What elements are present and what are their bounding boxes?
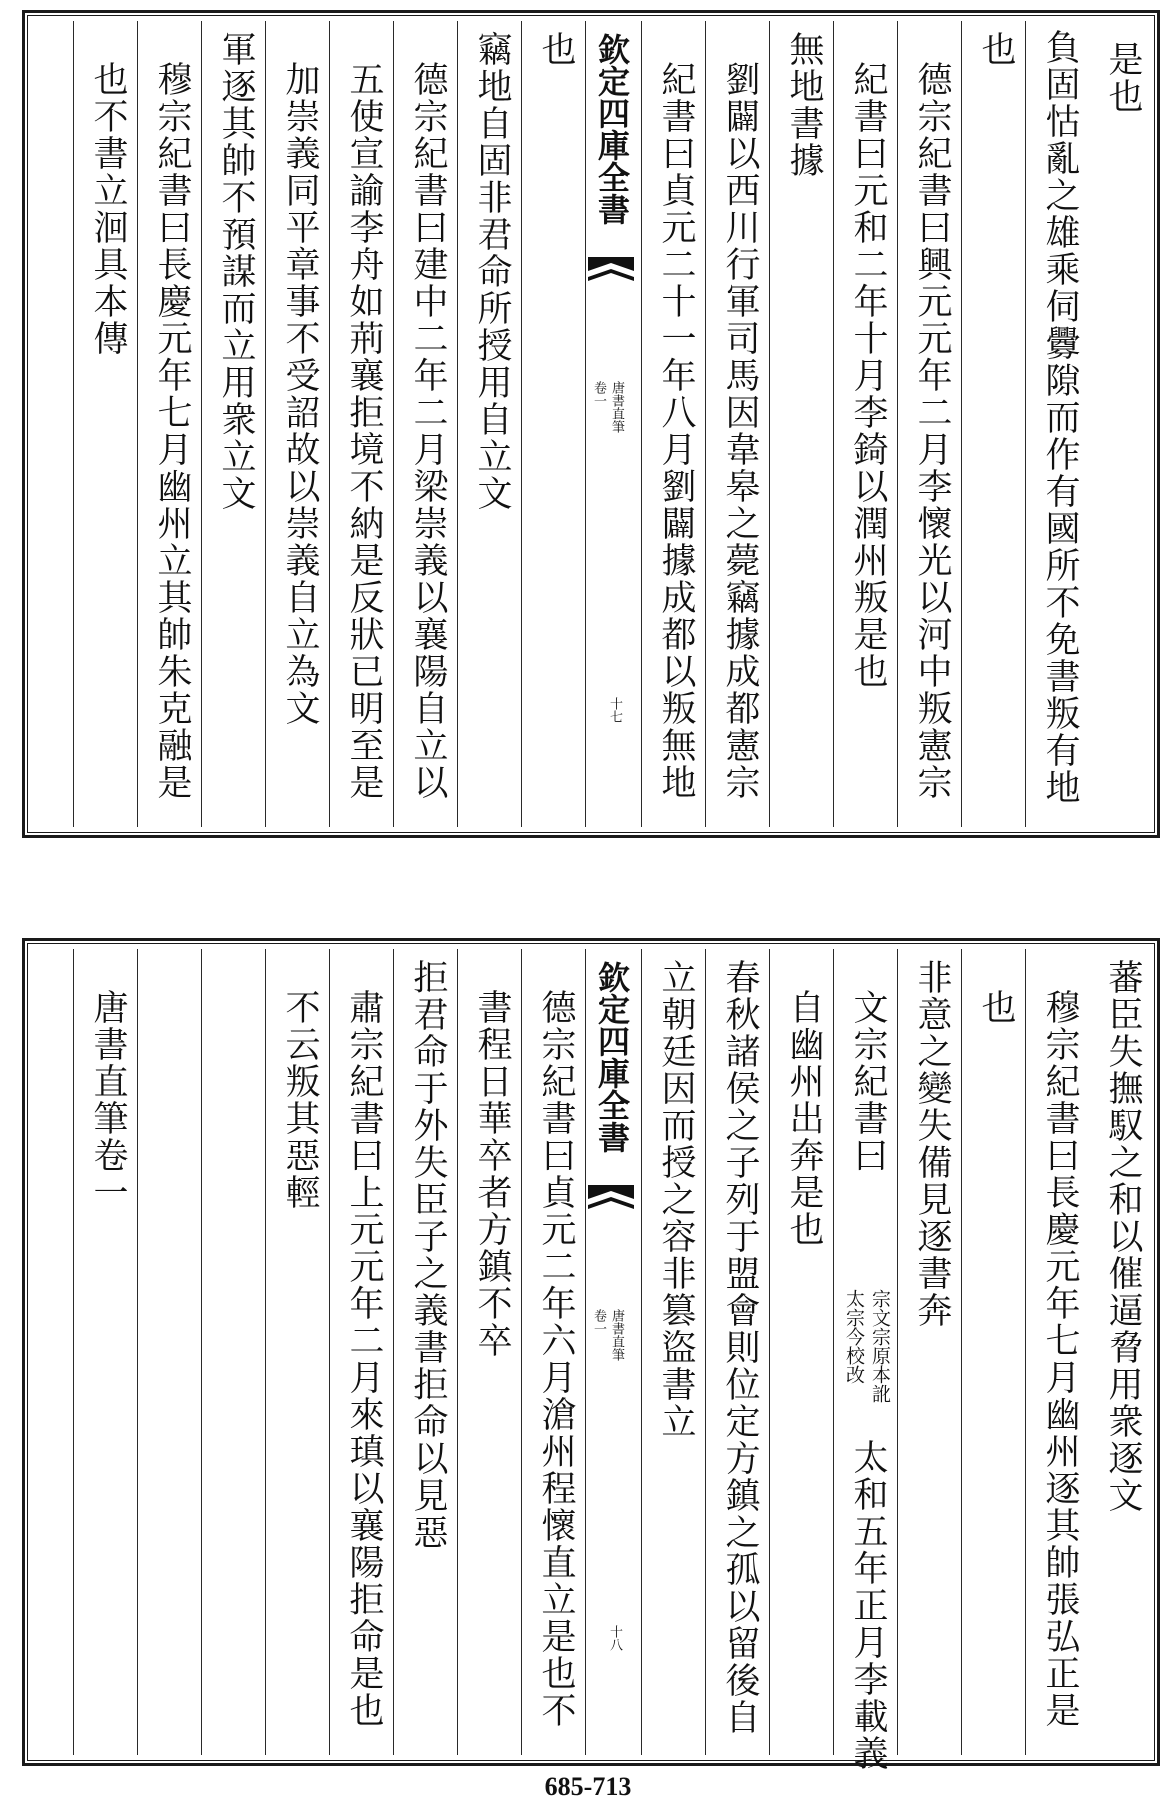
- column: [73, 21, 138, 827]
- column: [705, 21, 770, 827]
- column-text: 文宗紀書曰: [848, 989, 888, 1174]
- annotation-note: 太宗今校改: [843, 1289, 865, 1384]
- column-text: 紀書曰貞元二十一年八月劉闢據成都以叛無地: [656, 61, 696, 801]
- column: [137, 21, 202, 827]
- column-text: 穆宗紀書曰長慶元年七月幽州立其帥朱克融是: [152, 61, 192, 801]
- column-text: 也不書立洄具本傳: [88, 61, 128, 357]
- column-text: 竊地自固非君命所授用自立文: [472, 31, 512, 512]
- column: [521, 949, 586, 1755]
- column: [393, 949, 458, 1755]
- column-text: 德宗紀書曰貞元二年六月滄州程懷直立是也不: [536, 989, 576, 1729]
- column: [521, 21, 586, 827]
- column: [641, 21, 706, 827]
- column-text: 德宗紀書曰建中二年二月梁崇義以襄陽自立以: [408, 61, 448, 801]
- folio-number: 十七: [607, 697, 622, 723]
- volume-end-title: 唐書直筆卷一: [88, 989, 128, 1211]
- column: [1089, 949, 1153, 1755]
- column: [833, 21, 898, 827]
- column-text: 也: [536, 31, 576, 68]
- column-text: 肅宗紀書曰上元元年二月來瑱以襄陽拒命是也: [344, 989, 384, 1729]
- column: [73, 949, 138, 1755]
- folio-number: 十八: [607, 1625, 622, 1651]
- column: [457, 21, 522, 827]
- column: [897, 949, 962, 1755]
- column: [705, 949, 770, 1755]
- fish-tail-icon: [588, 1185, 634, 1219]
- column: [457, 949, 522, 1755]
- column-text: 軍逐其帥不預謀而立用衆立文: [216, 31, 256, 512]
- page-number-footer: 685-713: [544, 1772, 632, 1801]
- fold-heading: 欽定四庫全書: [593, 961, 631, 1153]
- volume-label: 卷一: [591, 381, 606, 407]
- column-text: 立朝廷因而授之容非篡盜書立: [656, 959, 696, 1440]
- column-text: 五使宣諭李舟如荊襄拒境不納是反狀已明至是: [344, 61, 384, 801]
- column-text: 紀書曰元和二年十月李錡以潤州叛是也: [848, 61, 888, 690]
- column-text: 不云叛其惡輕: [280, 989, 320, 1211]
- column-text: 無地書據: [784, 31, 824, 179]
- column: [833, 949, 898, 1772]
- fish-tail-icon: [588, 257, 634, 291]
- column-text: 加崇義同平章事不受詔故以崇義自立為文: [280, 61, 320, 727]
- column-text: 也: [976, 31, 1016, 68]
- column: [329, 21, 394, 827]
- column-text: 負固怙亂之雄乘伺釁隙而作有國所不免書叛有地: [1040, 29, 1080, 806]
- column-text: 自幽州出奔是也: [784, 989, 824, 1248]
- column: [265, 21, 330, 827]
- column: [641, 949, 706, 1755]
- column: [1025, 949, 1090, 1755]
- column: [961, 21, 1026, 827]
- column: [961, 949, 1026, 1755]
- center-fold: [585, 949, 638, 1755]
- column: [329, 949, 394, 1755]
- column-text: 春秋諸侯之子列于盟會則位定方鎮之孤以留後自: [720, 959, 760, 1736]
- column: [265, 949, 330, 1755]
- column: [1089, 21, 1153, 827]
- volume-label: 卷一: [591, 1309, 606, 1335]
- column-text: 也: [976, 989, 1016, 1026]
- column-text: 拒君命于外失臣子之義書拒命以見惡: [408, 959, 448, 1551]
- column: [897, 21, 962, 827]
- column-text: 穆宗紀書曰長慶元年七月幽州逐其帥張弘正是: [1040, 989, 1080, 1729]
- column: [201, 949, 266, 1755]
- column-text: 太和五年正月李載義: [848, 1439, 888, 1772]
- column-text: 德宗紀書曰興元元年二月李懷光以河中叛憲宗: [912, 61, 952, 801]
- book-title: 唐書直筆: [609, 381, 624, 433]
- bottom-page: [22, 938, 1160, 1772]
- column: [393, 21, 458, 827]
- book-title: 唐書直筆: [609, 1309, 624, 1361]
- column-text: 是也: [1103, 41, 1143, 115]
- column: [769, 949, 834, 1755]
- column-text: 非意之變失備見逐書奔: [912, 959, 952, 1329]
- column-text: 劉闢以西川行軍司馬因韋皋之薨竊據成都憲宗: [720, 61, 760, 801]
- center-fold: [585, 21, 638, 827]
- fold-heading: 欽定四庫全書: [593, 33, 631, 225]
- column: [769, 21, 834, 827]
- annotation-note: 宗文宗原本訛: [869, 1289, 891, 1403]
- column-text: 蕃臣失撫馭之和以催逼脅用衆逐文: [1103, 959, 1143, 1514]
- column: [137, 949, 202, 1755]
- column: [201, 21, 266, 827]
- column: [1025, 21, 1090, 827]
- top-page: [22, 10, 1160, 838]
- column-text: 書程日華卒者方鎮不卒: [472, 989, 512, 1359]
